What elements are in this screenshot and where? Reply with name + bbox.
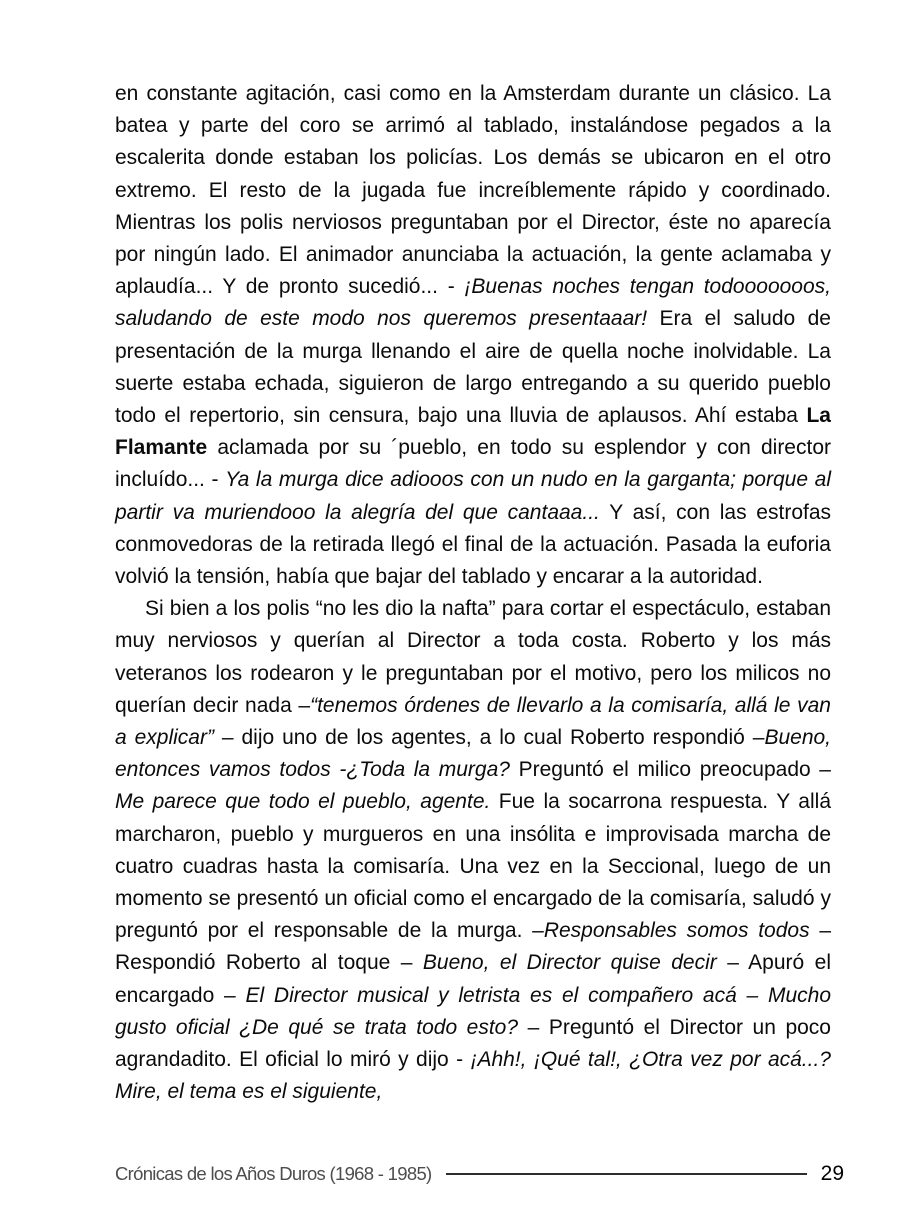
- text-segment: Bueno, entonces vamos todos -¿Toda la murga?: [115, 726, 832, 782]
- text-segment: La Flamante: [115, 404, 831, 460]
- text-segment: Era el saludo de presentación de la murga llenando el aire de quella noche inolvidable. La suerte estaba echada, siguieron de largo entregando a su querido pueblo todo el repertorio, sin censura, bajo una lluvia de aplausos. Ahí estaba: [115, 307, 831, 428]
- text-segment: – Respondió Roberto al toque –: [115, 919, 831, 975]
- text-segment: Preguntó el milico preocupado –: [509, 758, 831, 782]
- text-segment: Responsables somos todos: [543, 919, 810, 943]
- text-segment: aclamada por su ´pueblo, en todo su esplendor y con director incluído... -: [115, 436, 831, 492]
- text-segment: Fue la socarrona respuesta. Y allá marcharon, pueblo y murgueros en una insólita e improvisada marcha de cuatro cuadras hasta la comisaría. Una vez en la Seccional, luego de un momento se presentó un oficial como el encargado de la comisaría, saludó y preguntó por el responsable de la murga. –: [115, 790, 831, 943]
- page-body: [115, 78, 831, 1109]
- text-segment: El Director musical y letrista es el compañero acá – Mucho gusto oficial ¿De qué se trata todo esto?: [115, 983, 831, 1039]
- text-segment: Me parece que todo el pueblo, agente.: [115, 790, 491, 814]
- footer-rule: [446, 1173, 807, 1175]
- text-segment: en constante agitación, casi como en la Amsterdam durante un clásico. La batea y parte del coro se arrimó al tablado, instalándose pegados a la escalerita donde estaban los policías. Los demás se ubicaron en el otro extremo. El resto de la jugada fue increíblemente rápido y coordinado. Mientras los polis nerviosos preguntaban por el Director, éste no aparecía por ningún lado. El animador anunciaba la actuación, la gente aclamaba y aplaudía... Y de pronto sucedió... -: [115, 82, 831, 299]
- text-segment: – Preguntó el Director un poco agrandadito. El oficial lo miró y dijo -: [115, 1015, 831, 1072]
- text-segment: – dijo uno de los agentes, a lo cual Roberto respondió –: [213, 726, 765, 750]
- footer: [115, 1158, 844, 1190]
- text-segment: ¡Buenas noches tengan todooooooos, saludando de este modo nos queremos presentaaar!: [115, 275, 831, 331]
- page-number: 29: [820, 1162, 844, 1185]
- paragraph: [115, 78, 831, 593]
- text-segment: Bueno, el Director quise decir: [422, 951, 717, 975]
- paragraph: [115, 593, 831, 1108]
- text-segment: Si bien a los polis “no les dio la nafta” para cortar el espectáculo, estaban muy nerviosos y querían al Director a toda costa. Roberto y los más veteranos los rodearon y le preguntaban por el motivo, pero los milicos no querían decir nada –: [115, 597, 831, 717]
- text-segment: – Apuró el encargado –: [115, 951, 831, 1007]
- footer-title: Crónicas de los Años Duros (1968 - 1985): [115, 1163, 432, 1184]
- text-segment: Y así, con las estrofas conmovedoras de la retirada llegó el final de la actuación. Pasada la euforia volvió la tensión, había que bajar del tablado y encarar a la autoridad.: [115, 500, 832, 589]
- text-segment: Ya la murga dice adiooos con un nudo en la garganta; porque al partir va muriendooo la alegría del que cantaaa...: [115, 468, 831, 524]
- text-segment: ¡Ahh!, ¡Qué tal!, ¿Otra vez por acá...? Mire, el tema es el siguiente,: [115, 1048, 831, 1104]
- text-segment: “tenemos órdenes de llevarlo a la comisaría, allá le van a explicar”: [115, 693, 831, 750]
